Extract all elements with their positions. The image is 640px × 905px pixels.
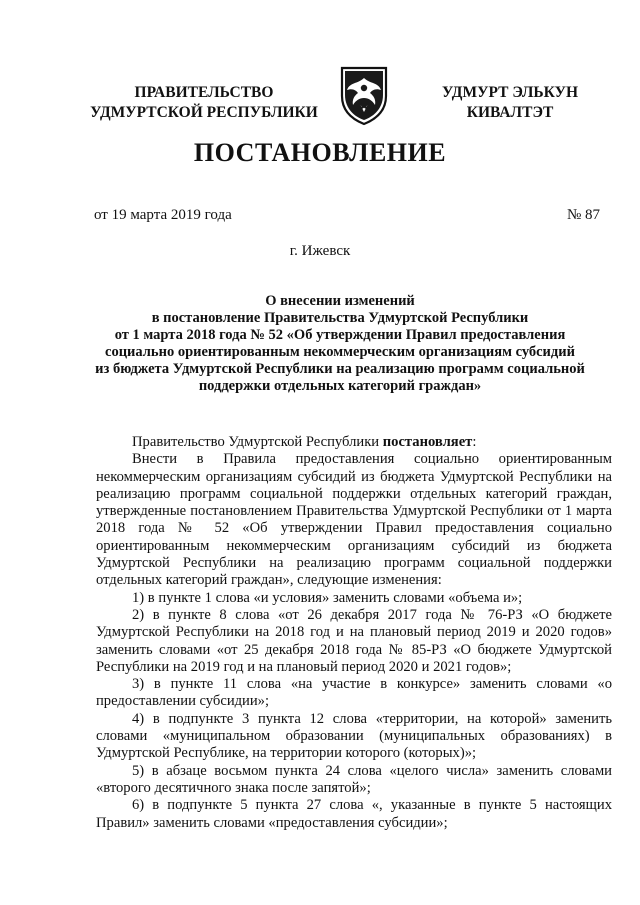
document-body	[96, 434, 612, 832]
subject-line: поддержки отдельных категорий граждан»	[198, 378, 482, 394]
document-number: № 87	[566, 207, 600, 223]
issuer-udmurt	[420, 83, 600, 123]
intro-text: Правительство Удмуртской Республики	[132, 434, 383, 450]
issuer-udmurt-line2: КИВАЛТЭТ	[466, 104, 554, 121]
subject-line: социально ориентированным некоммерческим организациям субсидий	[105, 344, 575, 360]
amendment-item: 4) в подпункте 3 пункта 12 слова «территории, на которой» заменить словами «муниципальном образовании (муниципальных образованиях) в Удмуртской Республике, на территории которого (которых)»;	[96, 710, 612, 762]
intro-paragraph	[96, 434, 612, 451]
subject-line: в постановление Правительства Удмуртской Республики	[151, 310, 529, 326]
document-subject	[90, 293, 590, 395]
issuer-russian	[84, 83, 324, 123]
subject-line: О внесении изменений	[265, 293, 415, 309]
subject-line: от 1 марта 2018 года № 52 «Об утверждении Правил предоставления	[114, 327, 566, 343]
amendment-item: 2) в пункте 8 слова «от 26 декабря 2017 года № 76-РЗ «О бюджете Удмуртской Республики на 2018 год и на плановый период 2019 и 2020 годов» заменить словами «от 25 декабря 2018 года № 85-РЗ «О бюджете Удмуртской Республики на 2019 год и на плановый период 2020 и 2021 годов»;	[96, 606, 612, 675]
issuer-udmurt-line1: УДМУРТ ЭЛЬКУН	[441, 84, 579, 101]
document-date: от 19 марта 2019 года	[94, 207, 232, 223]
amendment-item: 6) в подпункте 5 пункта 27 слова «, указанные в пункте 5 настоящих Правил» заменить словами «предоставления субсидии»;	[96, 797, 612, 831]
issuer-russian-line1: ПРАВИТЕЛЬСТВО	[134, 84, 274, 101]
intro-colon: :	[472, 434, 477, 450]
udmurt-coat-of-arms-icon	[336, 62, 392, 126]
body-paragraph: Внести в Правила предоставления социально ориентированным некоммерческим организациям субсидий из бюджета Удмуртской Республики на реализацию программ социальной поддержки отдельных категорий граждан, утвержденные постановлением Правительства Удмуртской Республики от 1 марта 2018 года № 52 «Об утверждении Правил предоставления социально ориентированным некоммерческим организациям субсидий из бюджета Удмуртской Республики на реализацию программ социальной поддержки отдельных категорий граждан», следующие изменения:	[96, 451, 612, 589]
document-city: г. Ижевск	[289, 243, 351, 259]
amendment-item: 1) в пункте 1 слова «и условия» заменить словами «объема и»;	[132, 589, 523, 606]
issuer-russian-line2: УДМУРТСКОЙ РЕСПУБЛИКИ	[90, 104, 318, 121]
document-title: ПОСТАНОВЛЕНИЕ	[193, 138, 447, 167]
amendment-item: 5) в абзаце восьмом пункта 24 слова «целого числа» заменить словами «второго десятичного знака после запятой»;	[96, 762, 612, 796]
amendment-item: 3) в пункте 11 слова «на участие в конкурсе» заменить словами «о предоставлении субсидии»;	[96, 676, 612, 710]
subject-line: из бюджета Удмуртской Республики на реализацию программ социальной	[95, 361, 585, 377]
intro-verb: постановляет	[382, 434, 473, 450]
